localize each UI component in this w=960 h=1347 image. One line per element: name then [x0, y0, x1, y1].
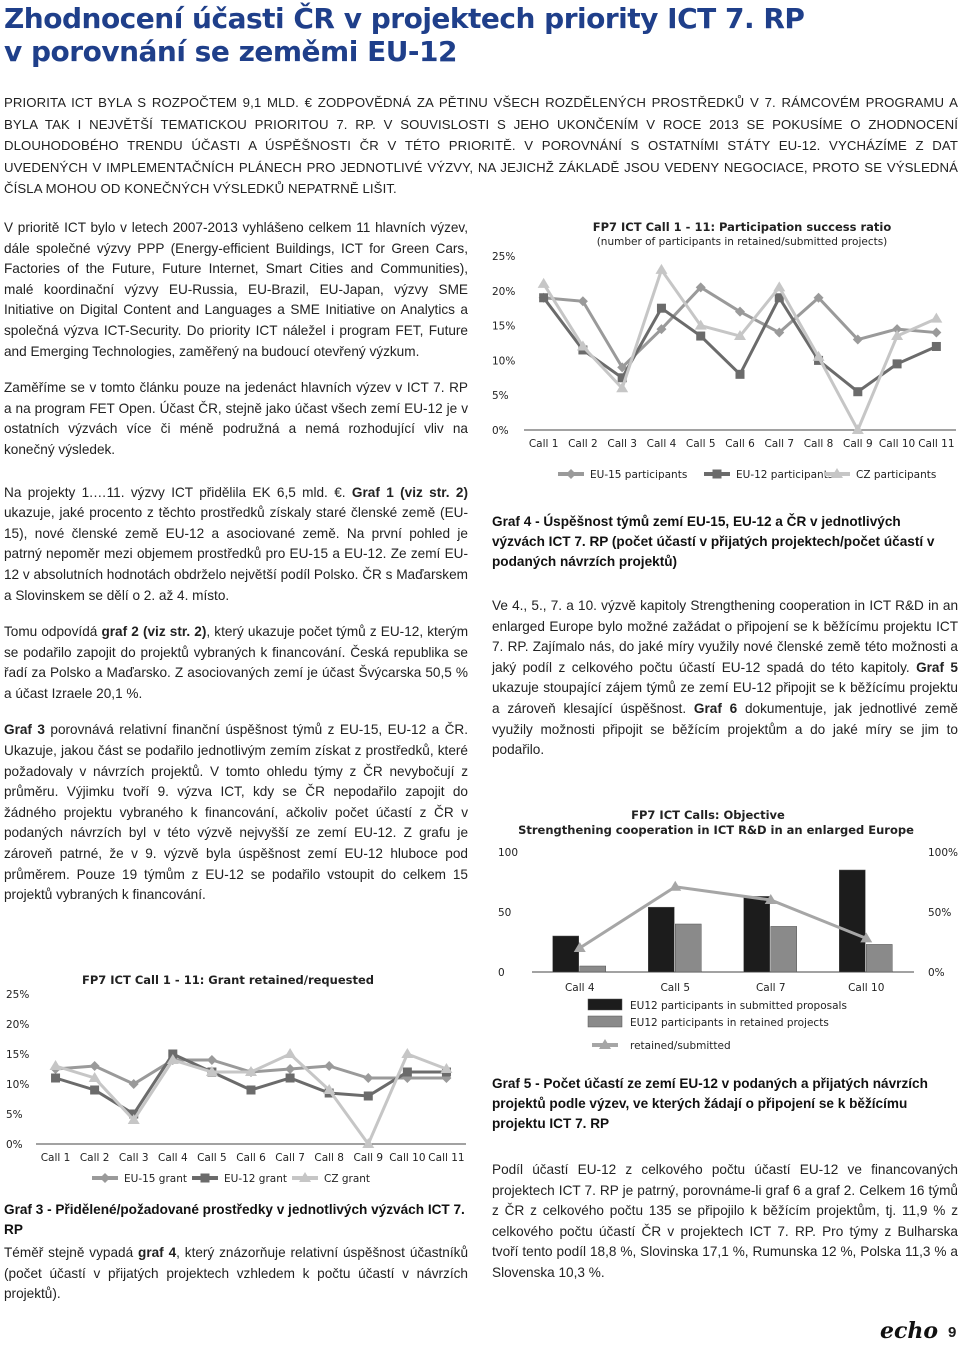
graf5-caption: Graf 5 - Počet účastí ze zemí EU-12 v podaných a přijatých návrzích projektů podle výzev, ve kterých žádají o připojení se k běžícímu projektu ICT 7. RP: [492, 1076, 928, 1131]
x-tick-label: Call 4: [646, 438, 677, 450]
chart-title: FP7 ICT Call 1 - 11: Participation success ratio: [592, 220, 892, 234]
x-tick-label: Call 1: [40, 1152, 71, 1164]
x-tick-label: Call 9: [353, 1152, 384, 1164]
y-tick-label: 25%: [492, 251, 516, 263]
legend-key-1-marker: [201, 1174, 210, 1183]
data-point: [401, 1048, 413, 1058]
left-column-bottom: [4, 1243, 468, 1321]
data-point: [363, 1073, 373, 1083]
legend-label: EU-15 grant: [124, 1173, 187, 1185]
data-point: [696, 332, 705, 341]
graf4-svg: [484, 214, 960, 494]
x-tick-label: Call 11: [428, 1152, 465, 1164]
data-point: [930, 313, 942, 323]
graf4-chart: [484, 214, 960, 494]
page-title-line1: Zhodnocení účasti ČR v projektech priority ICT 7. RP: [4, 2, 805, 35]
y-tick-label: 0%: [492, 425, 509, 437]
bar-0: [553, 936, 579, 972]
x-tick-label: Call 8: [803, 438, 834, 450]
chart-subtitle: Strengthening cooperation in ICT R&D in an enlarged Europe: [518, 823, 914, 837]
left-paragraph-1: V prioritě ICT bylo v letech 2007-2013 vyhlášeno celkem 11 hlavních výzev, dále společné výzvy PPP (Energy-efficient Buildings, ICT for Green Cars, Factories of the Future, Future Internet, Smart Cities and Communities), malé koordinační výzvy EU-Russia, EU-Brazil, EU-Japan, výzvy SME Initiative on Digital Content and Languages a SME Initiative on Analytics a společná výzva ICT-Security. Do priority ICT náležel i program FET, Future and Emerging Technologies, zaměřený na budoucí otevřený výzkum.: [4, 220, 468, 359]
right-paragraph-2: Podíl účastí EU-12 z celkového počtu účastí EU-12 ve financovaných projektech ICT 7. RP je patrný, porovnáme-li graf 6 a graf 2. Celkem 16 týmů z ČR z celkového počtu 135 se připojilo k běžícím projektům, tj. 11,9 % z celkového počtu účastí ČR v projektech ICT 7. RP. Pro týmy z Bulharska tvoří tento podíl 18,8 %, Slovinska 17,1 %, Rumunska 12 %, Polska 11,3 % a Slovenska 10,3 %.: [492, 1162, 958, 1280]
y-tick-label-left: 50: [498, 907, 512, 919]
graf2-reference: graf 2 (viz str. 2): [101, 624, 207, 640]
x-tick-label: Call 6: [725, 438, 755, 450]
left-paragraph-3: Na projekty 1.…11. výzvy ICT přidělila EK 6,5 mld. €. Graf 1 (viz str. 2) ukazuje, jaké procento z těchto prostředků získaly staré členské země (EU-15), nové členské země EU-12 a asociované země. Na první pohled je patrný nepoměr mezi objemem prostředků pro EU-15 a EU-12. Ze zemí EU-12 v absolutních hodnotách obdrželo největší podíl Polsko. ČR s Maďarskem a Slovinskem se dělí o 2. až 4. místo.: [4, 484, 468, 603]
data-point: [853, 387, 862, 396]
bar-1: [675, 924, 701, 972]
left-paragraph-6: Téměř stejně vypadá graf 4, který znázorňuje relativní úspěšnost účastníků (počet účastí v přijatých projektech vzhledem k počtu účastí v návrzích projektů).: [4, 1245, 468, 1302]
y-tick-label-right: 50%: [928, 907, 952, 919]
data-point: [932, 342, 941, 351]
graf3-chart: [0, 962, 470, 1194]
left-paragraph-4: Tomu odpovídá graf 2 (viz str. 2), který ukazuje počet týmů z EU-12, kterým se podařilo zapojit do projektů vybraných k financování. Česká republika se řadí za Polsko a Maďarsko. Z asociovaných zemí je účast Švýcarska 50,5 % a účast Izraele 20,1 %.: [4, 624, 469, 701]
bar-0: [744, 896, 770, 972]
x-tick-label: Call 2: [79, 1152, 110, 1164]
x-tick-label: Call 3: [118, 1152, 149, 1164]
page-title: [4, 2, 944, 68]
data-point: [247, 1086, 256, 1095]
x-tick-label: Call 4: [158, 1152, 188, 1164]
series-line-1: [56, 1054, 447, 1114]
graf4-caption: Graf 4 - Úspěšnost týmů zemí EU-15, EU-12 a ČR v jednotlivých výzvách ICT 7. RP (počet účastí v přijatých projektech/počet účastí v podaných návrzích projektů): [492, 514, 935, 569]
left-paragraph-5: Graf 3 porovnává relativní finanční úspěšnost týmů z EU-15, EU-12 a ČR. Ukazuje, jakou část se podařilo jednotlivým zemím získat z prostředků, které požadovaly v návrzích projektů. V tomto ohledu týmy z ČR nevybočují z průměru. Výjimku tvoří 9. výzva ICT, kdy se ČR nepodařilo zapojit do žádného projektu vybraného k financování, ačkoliv počet účastí z ČR v podaných návrzích byl v této výzvě nejvyšší ze zemí EU-12. Z grafu je zároveň patrné, že v 9. výzvě byla úspěšnost zemí EU-12 hluboce pod průměrem. Pouze 19 týmům z EU-12 se podařilo vstoupit do celkem 15 projektů vybraných k financování.: [4, 722, 468, 903]
graf5-reference: Graf 5: [916, 659, 958, 675]
x-tick-label: Call 11: [918, 438, 955, 450]
series-line-2: [544, 270, 937, 430]
data-point: [403, 1068, 412, 1077]
x-tick-label: Call 8: [314, 1152, 344, 1164]
y-tick-label: 20%: [492, 285, 516, 298]
graf5-chart: [484, 802, 960, 1064]
y-tick-label: 5%: [6, 1109, 23, 1121]
y-tick-label: 15%: [492, 320, 516, 333]
data-point: [736, 370, 745, 379]
x-tick-label: Call 3: [607, 438, 637, 450]
data-point: [773, 281, 785, 291]
legend-label: CZ participants: [856, 469, 937, 481]
legend-key-1-marker: [713, 470, 722, 479]
line-point: [669, 881, 681, 891]
y-tick-label: 10%: [492, 355, 516, 368]
graf3-svg: [0, 962, 470, 1194]
series-line-0: [544, 287, 937, 367]
data-point: [324, 1061, 334, 1071]
data-point: [286, 1074, 295, 1083]
data-point: [207, 1055, 217, 1065]
data-point: [655, 264, 667, 274]
echo-logo: echo: [880, 1318, 939, 1344]
right-paragraph-1: Ve 4., 5., 7. a 10. výzvě kapitoly Strengthening cooperation in ICT R&D in an enlarged Europe bylo možné zažádat o připojení se k běžícímu projektu ICT 7. RP. Zajímalo nás, do jaké míry využily nové členské země této možnosti a jaký podíl z celkového počtu účastí EU-12 spadá do této kapitoly. Graf 5 ukazuje stoupající zájem týmů ze zemí EU-12 připojit se k běžícímu projektu a zároveň klesající úspěšnost. Graf 6 dokumentuje, jak jednotlivé země využily možnosti připojit se běžícím projektům a do jaké míry se jim to podařilo.: [492, 598, 958, 758]
x-tick-label: Call 5: [660, 982, 691, 994]
graf4-reference: graf 4: [138, 1245, 177, 1260]
legend-label: EU12 participants in submitted proposals: [630, 1000, 847, 1012]
right-column-middle: [492, 596, 958, 777]
x-tick-label: Call 1: [528, 438, 559, 450]
y-tick-label-left: 0: [498, 967, 505, 979]
left-column-top: [4, 218, 468, 922]
data-point: [50, 1060, 62, 1070]
graf3-caption: Graf 3 - Přidělené/požadované prostředky v jednotlivých výzvách ICT 7. RP: [4, 1202, 465, 1237]
legend-swatch-0: [588, 999, 622, 1010]
y-tick-label: 20%: [6, 1019, 30, 1031]
legend-label: EU-12 participants: [736, 469, 834, 481]
data-point: [364, 1092, 373, 1101]
right-column-bottom: [492, 1160, 958, 1300]
data-point: [657, 304, 666, 313]
chart-title: FP7 ICT Calls: Objective: [631, 808, 785, 822]
x-tick-label: Call 10: [848, 982, 885, 994]
y-tick-label-right: 100%: [928, 847, 959, 859]
graf5-svg: [484, 802, 960, 1064]
legend-key-0-marker: [100, 1173, 110, 1183]
y-tick-label-left: 100: [498, 847, 519, 859]
x-tick-label: Call 5: [197, 1152, 227, 1164]
x-tick-label: Call 5: [685, 438, 716, 450]
data-point: [852, 424, 864, 434]
x-tick-label: Call 10: [389, 1152, 426, 1164]
intro-paragraph: PRIORITA ICT BYLA S ROZPOČTEM 9,1 MLD. € ZODPOVĚDNÁ ZA PĚTINU VŠECH ROZDĚLENÝCH PROSTŘEDKŮ V 7. RÁMCOVÉM PROGRAMU A BYLA TAK I NEJVĚTŠÍ TEMATICKOU PRIORITOU 7. RP. V SOUVISLOSTI S JEHO UKONČENÍM V ROCE 2013 SE POKUSÍME O ZHODNOCENÍ DLOUHODOBÉHO TRENDU ÚČASTI A ÚSPĚŠNOSTI ČR V TÉTO PRIORITĚ. V POROVNÁNÍ S OSTATNÍMI STÁTY EU-12. VYCHÁZÍME Z DAT UVEDENÝCH V IMPLEMENTAČNÍCH PLÁNECH PRO JEDNOTLIVÉ VÝZVY, NA JEJICHŽ ZÁKLADĚ JSOU VEDENY NEGOCIACE, PROTO SE VÝSLEDNÁ ČÍSLA MOHOU OD KONEČNÝCH VÝSLEDKŮ NEPATRNĚ LIŠIT.: [4, 95, 958, 196]
bar-1: [866, 944, 892, 972]
bar-1: [580, 966, 606, 972]
y-tick-label: 10%: [6, 1079, 30, 1091]
bar-0: [648, 907, 674, 972]
y-tick-label: 0%: [6, 1139, 23, 1151]
x-tick-label: Call 4: [564, 982, 595, 994]
y-tick-label-right: 0%: [928, 967, 945, 979]
legend-label: EU-15 participants: [590, 469, 688, 481]
data-point: [538, 278, 550, 288]
line-series: [580, 887, 867, 948]
x-tick-label: Call 7: [755, 982, 786, 994]
data-point: [284, 1048, 296, 1058]
graf3-reference: Graf 3: [4, 722, 45, 738]
legend-label: retained/submitted: [630, 1040, 731, 1052]
data-point: [90, 1061, 100, 1071]
x-tick-label: Call 10: [878, 438, 916, 450]
y-tick-label: 25%: [6, 989, 30, 1001]
data-point: [539, 293, 548, 302]
bar-1: [771, 926, 797, 972]
graf6-reference: Graf 6: [693, 700, 738, 716]
legend-swatch-1: [588, 1016, 622, 1027]
x-tick-label: Call 7: [275, 1152, 305, 1164]
x-tick-label: Call 2: [568, 438, 598, 450]
x-tick-label: Call 6: [236, 1152, 266, 1164]
legend-label: CZ grant: [324, 1173, 371, 1185]
x-tick-label: Call 9: [843, 438, 873, 450]
page-title-line2: v porovnání se zeměmi EU-12: [4, 35, 458, 68]
data-point: [51, 1074, 60, 1083]
y-tick-label: 15%: [6, 1049, 30, 1061]
data-point: [893, 359, 902, 368]
chart-subtitle: (number of participants in retained/submitted projects): [596, 236, 888, 248]
y-tick-label: 5%: [492, 390, 509, 403]
left-paragraph-2: Zaměříme se v tomto článku pouze na jedenáct hlavních výzev v ICT 7. RP a na program FET Open. Účast ČR, stejně jako účast všech zemí EU-12 je v ostatních výzvách více či méně podružná a nemá rozhodující vliv na konečný výsledek.: [4, 380, 468, 457]
data-point: [285, 1064, 295, 1074]
legend-label: EU-12 grant: [224, 1173, 287, 1185]
chart-title: FP7 ICT Call 1 - 11: Grant retained/requested: [81, 973, 375, 987]
legend-key-0-marker: [566, 469, 576, 479]
data-point: [90, 1086, 99, 1095]
data-point: [931, 328, 941, 338]
x-tick-label: Call 7: [764, 438, 795, 450]
bar-0: [839, 870, 865, 972]
legend-label: EU12 participants in retained projects: [630, 1017, 829, 1029]
page-number: 9: [948, 1324, 957, 1341]
graf1-reference: Graf 1 (viz str. 2): [351, 484, 468, 500]
